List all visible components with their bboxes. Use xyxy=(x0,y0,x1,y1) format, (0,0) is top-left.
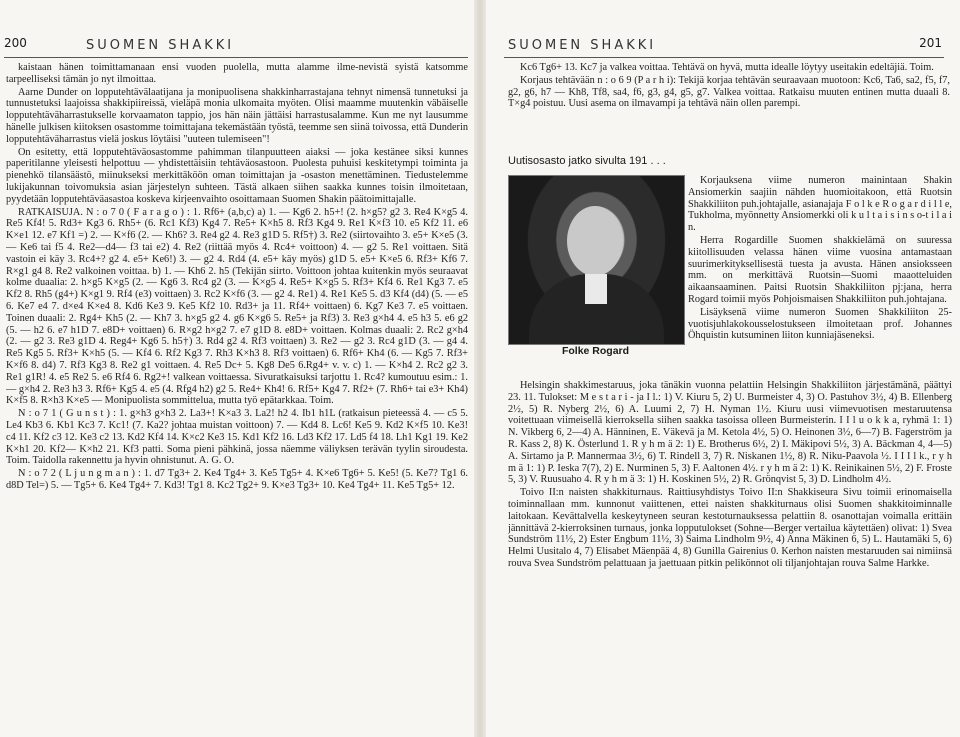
paragraph: N : o 7 2 ( L j u n g m a n ) : 1. d7 Tg3+ 2. Ke4 Tg4+ 3. Ke5 Tg5+ 4. K×e6 Tg6+ 5. Ke5! (5. Ke7? Tg1 6. d8D Tel=) 5. — Tg5+ 6. Ke4 Tg4+ 7. Kd3! Tg1 8. Kc2 Tg2+ 9. K×e3 Tg3+ 10. Ke4 Tg4+ 11. Ke5 Tg5+ 12. xyxy=(6,468,468,491)
left-body-text xyxy=(6,62,468,732)
paragraph: Kc6 Tg6+ 13. Kc7 ja valkea voittaa. Tehtävä on hyvä, mutta idealle löytyy useitakin edeltäjiä. Toim. xyxy=(520,62,934,73)
header-rule xyxy=(4,57,468,58)
bottom-text xyxy=(508,380,952,730)
side-text xyxy=(688,175,952,375)
paragraph: kaistaan hänen toimittamanaan ensi vuoden puolella, mutta alamme ilme-nevistä syistä katsomme tarpeelliseksi tämän jo nyt ilmoittaa. xyxy=(6,62,468,85)
paragraph: Herra Rogardille Suomen shakkielämä on suuressa kiitollisuuden velassa hänen viime vuosina antamastaan suurimerkityksellisestä tuesta ja avusta. Hänen ansioksseen mm. on merkittävä Ruotsin—Suomi maaotteluiden aikaansaaminen. Paitsi Ruotsin Shakkiliiton pj:jana, herra Rogard toimii myös Pohjoismaisen Shakkiliiton puh.johtajana. xyxy=(688,234,952,305)
photo-caption: Folke Rogard xyxy=(561,345,630,357)
running-head: SUOMEN SHAKKI xyxy=(508,38,657,53)
paragraph: Korjaus tehtävään n : o 6 9 (P a r h i): Tekijä korjaa tehtävän seuraavaan muotoon: Kc6, Ta6, sa2, f5, f7, g2, g6, h7 — Kh8, Tf8, sa4, f6, g3, g4, g5, g7. Valkea voittaa. Ratkaisu muuten entinen mutta duaali 8. T×g4 poistuu. Uusi asema on ilmavampi ja tehtävä näin ollen parempi. xyxy=(508,74,950,110)
book-gutter xyxy=(474,0,486,737)
paragraph: Helsingin shakkimestaruus, joka tänäkin vuonna pelattiin Helsingin Shakkiliiton järjestämänä, päättyi 23. 11. Tulokset: M e s t a r i - ja I l.: 1) V. Kiuru 5, 2) U. Burmeister 4, 3) O. Pastuhov 3½, 4) B. Ellenberg 2½, 5) R. Nyberg 2½, 6) A. Luumi 2, 7) H. Nyman 1½. Kiuru uusi viimevuotisen mestaruutensa voitettuaan viimeisellä kierroksella siihen saakka tasoissa olleen Burmeisterin. I I l u o k k a, ryhmä 1: 1) N. Vikberg 6, 2—4) A. Hänninen, E. Väkevä ja M. Ketola 4½, 5) O. Heinonen 3½, 6—7) B. Fagerström ja R. Kass 2, 8) K. Österlund 1. R y h m ä 2: 1) E. Brotherus 6½, 2) I. Mäkipovi 5½, 3) A. Bäckman 4, 4—5) A. Sirtamo ja P. Mannermaa 3½, 6) T. Rindell 3, 7) R. Niskanen 1½, 8) R. Niku-Paavola ½. I I I l k., r y h m ä 1: 1) P. Ieska 7(7), 2) E. Nurminen 5, 3) F. Aaltonen 4½. r y h m ä 2: 1) K. Reinikainen 5½, 2) F. Froste 5, 3) V. Ruusuaho 4. R y h m ä 3: 1) H. Koskinen 5½, 2) R. Grönqvist 5, 3) D. Lindholm 4½. xyxy=(508,380,952,486)
page-number: 200 xyxy=(4,36,27,50)
paragraph: N : o 7 1 ( G u n s t ) : 1. g×h3 g×h3 2. La3+! K×a3 3. La2! h2 4. Ib1 h1L (ratkaisun pieteessä 4. — c5 5. Le4 Kb3 6. Kb1 Kc3 7. Kc1! (7. Ka2? johtaa muistan voittoon) 7. — Kd4 8. Lc6! Ke5 9. Kd2 K×f5 10. Ke3! c4 11. Kf2 c3 12. Ke3 c2 13. Kd2 Kf4 14. K×c2 Ke3 15. Kd1 Kf2 16. Ld3 Kf2 17. Ld5 f4 18. Lh1 Kg1 19. Ke2 K×h1 20. Kf2— K×h2 21. Kf3 patti. Soma pieni pähkinä, jossa näemme väliyksen terävän tyylin siroudesta. Toim. Taidolla rakennettu ja hyvin ohnistunut. A. G. O. xyxy=(6,408,468,467)
paragraph: Lisäyksenä viime numeron Suomen Shakkiliiton 25-vuotisjuhlakokousselostukseen ilmoitetaan prof. Johannes Öhquistin kutsuminen liiton kunniajäseneksi. xyxy=(688,306,952,342)
paragraph: RATKAISUJA. N : o 7 0 ( F a r a g o ) : 1. Rf6+ (a,b,c) a) 1. — Kg6 2. h5+! (2. h×g5? g2 3. Re4 K×g5 4. Re5 Kf4! 5. Rd3+ Kg3 6. Rh5+ (6. Rc1 Kf3) Kg4 7. Re5+ K×h5 8. Rf3 Kg4 9. Re1 K×f3 10. e5 Kf2 11. e6 K×e1 12. e7 Kf1 =) 2. — K×f6 (2. — Kh6? 3. Re4 g2 4. Re3 g1D 5. Rf5†) 3. Re2 (siirtovaihto 3. e5+ K×e5 (3. — Ke6 tai f5 4. Re2—d4— f3 tai e2) 4. Re2 (riittää myös 4. Rc4+ voittoon) 4. — g2 5. Re1 voittaen. Sitä vastoin ei käy 3. Rc4+? g2 4. e5+ Ke6!) 3. — g2 4. Rd4 (4. e5+ käy myös) g1D 5. e5+ K×e5 6. Rf3+ Kf6 7. R×g1 g4 8. Re2 valkoinen voittaa. b) 1. — Kh6 2. h5 (Tekijän siirto. Voittoon johtaa kuitenkin myös seuraavat kolme duaalia: 2. h×g5 K×g5 (2. — Kg6 3. Rc4 g2 (3. — K×g5 4. Re5+ K×g5 5. Rf3+ Kf4 6. Re1 Kg3 7. e5 Kf2 8. Rh5 (g4+) K×g1 9. Rf4 (e3) voittaen) 3. Rc2 K×f6 (3. — g2 4. Re1) 4. Re1 Ke5 5. d3 Kf4 (d4) (5. — e5 6. Ke7 e4 7. d×e4 K×e4 8. Kd6 Ke3 9. Ke5 Kf2 10. Rd3+ ja 11. Rf4+ voittaen) 6. Kg7 Ke3 7. e5 voittaen. Toinen duaali: 2. Rg4+ Kh5 (2. — Kh7 3. h×g5 g2 4. g6 K×g6 5. Re5+ ja Rf3) 3. Re3 g×h4 4. e5 h3 5. e6 g2 (5. — h2 6. e7 h1D 7. e8D+ voittaen) 6. R×g2 h×g2 7. e7 g1D 8. e8D+ voittaen. Kolmas duaali: 2. Rc2 g×h4 (2. — g2 3. Re3 g1D 4. Reg4+ Kg6 5. h5†) 3. Rd4 g2 4. Rf3 voittaen) 3. Re2 — g2 3. Rc4 g1D (3. — g4 4. Re5 Kg5 5. Rf3+ K×h5 (5. — Kf4 6. Rf2 Kg3 7. Rh3 K×h3 8. Rf3 voittaen) 6. Rf6+ Kh4 (6. — Kg5 7. Rf3+ K×f6 8. d4) 7. Rf3 Kg3 8. Re2 g1 voittaen. 4. Re5 Dc+ 5. Kg8 De5 6.Rg4+ v. v. c) 1. — K×h4 2. Rc2 g2 3. Re1 g1R! 4. e5 Re2 5. e6 Rf4 6. Rg2+! valkean voittaessa. Sivuratkaisuksi tarjottu 1. Rc4? kumoutuu esim.: 1. — g×h4 2. Re3 h3 3. Rf6+ Kg5 4. e5 (4. Rfg4 h2) g2 5. Re4+ Kh4! 6. Rf5+ Kg4 7. Rf2+ (7. Rh6+ tai e3+ Kh4) K×f5 8. R×h3 K×e5 — Monipuolista sommittelua, mutta työ epätarkkaa. Toim. xyxy=(6,206,468,407)
paragraph: Korjauksena viime numeron mainintaan Shakin Ansiomerkin saajiin nähden huomioitakoon, että Ruotsin Shakkiliiton puh.johtajalle, asianajaja F o l k e R o g a r d i l l e, Tukholma, myönnetty Ansiomerkki oli k u l t a i s i n s o-t i l a i n. xyxy=(688,175,952,234)
left-page xyxy=(0,0,470,737)
paragraph: On esitetty, että lopputehtäväosastomme pahimman tilanpuutteen aiaksi — joka kestänee siksi kunnes paperitilanne yleisesti helpottuu — yhdistettäisiin tehtäväosastoon. Puolesta puhuisi keskitetympi toiminta ja pienehkö tilansäästö, miinukseksi merkittäköön oman toimittajan ja -osaston menettäminen. Tiedustelemme lukijakunnan toivomuksia asian järjestelyn suhteen. Tästä alkaen siihen saakka kunnes toisin ilmoitetaan, pyydetään lopputehtäväasastoa koskeva kirjeenvaihto osoittamaan Suomen Shakin päätoimittajalle. xyxy=(6,146,468,205)
paragraph: Toivo II:n naisten shakkiturnaus. Raittiusyhdistys Toivo II:n Shakkiseura Sivu toimii erinomaisella toiminnallaan mm. kunnonut vaiittenen, ettei naisten shakkiturnaus olisi Suomen shakkitoiminnalle laitokaan. Kevättalvella keskeytyneen seuran kestoturnauksessa pelattiin 8. osanottajan voimalla erittäin jännittävä 2-kierroksinen turnaus, jonka lopputulokset (Sohne—Berger vertailua käytettäen) olivat: 1) Svea Sundström 11½, 2) Ester Engbum 11½, 3) Saima Lindholm 9½, 4) Anna Mäkinen 6, 5) L. Hautamäki 5, 6) Helmi Uusitalo 4, 7) Elisabet Mäenpää 4, 8) Gunilla Gairenius 0. Kerhon naisten mestaruuden sai nimiinsä rouva Svea Sundström pelattuaan ja jaettuaan pitkin pelikönnot oli tiljanjohtajan rouva Salme Harkke. xyxy=(508,487,952,569)
portrait-photo xyxy=(508,175,685,345)
running-head: SUOMEN SHAKKI xyxy=(86,38,235,53)
right-top-text xyxy=(508,62,950,142)
right-page xyxy=(490,0,960,737)
paragraph: Aarne Dunder on lopputehtävälaatijana ja monipuolisena shakkinharrastajana tehnyt nimensä tunnetuksi ja tunnustetuksi laajoissa shakkipiireissä, vieläpä monia ulkomaita myöten. Olisi maamme muutenkin väbäiselle lopputehtäväharrastukselle korvaamaton tappio, jos hän näin jättäisi harrastusalamme. Kun me nyt lausumme hänelle julkisen kiitoksen osastomme toimittajana tekemästään työstä, teemme sen siinä toivossa, että Dunderin lopputehtäväharrastus vielä joskus löytäisi "uuteen tulemiseen"! xyxy=(6,86,468,145)
header-rule xyxy=(504,57,944,58)
continuation-note: Uutisosasto jatko sivulta 191 . . . xyxy=(508,155,666,167)
page-number: 201 xyxy=(919,36,942,50)
